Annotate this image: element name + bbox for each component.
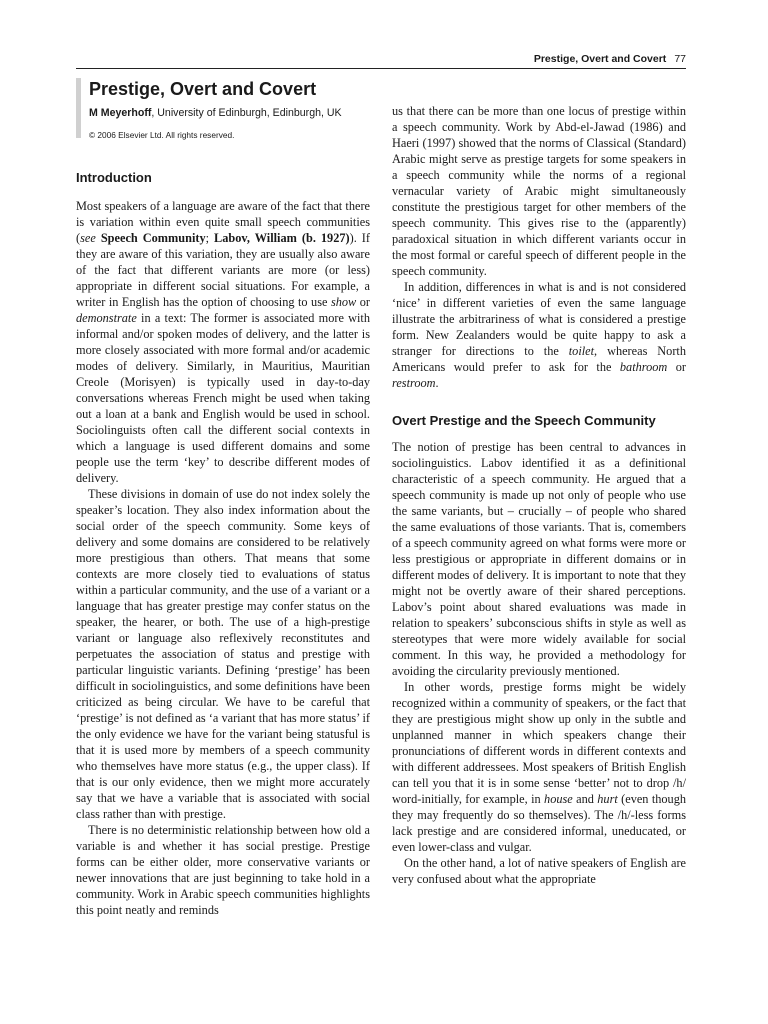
text-run: ). If they are aware of this variation, they are usually also aware of the fact that different variants are more (or less) appropriate in different social situations. For example, a writer in English has the option of choosing to use	[76, 231, 370, 309]
page-number: 77	[674, 53, 686, 65]
text-run: restroom	[392, 376, 436, 390]
running-title: Prestige, Overt and Covert	[533, 53, 667, 65]
text-run: house	[544, 792, 573, 806]
paragraph-6	[392, 679, 686, 855]
copyright-notice: © 2006 Elsevier Ltd. All rights reserved.	[89, 130, 235, 140]
paragraph-4	[392, 279, 686, 391]
text-run: In other words, prestige forms might be widely recognized within a community of speakers, or the fact that they are prestigious might show up only in the subtle and unplanned manner in which speakers change their pronunciations of different words in different contexts and with different addressees. Most speakers of British English can tell you that it is in some sense ‘better’ not to drop /h/ word-initially, for example, in	[392, 680, 686, 806]
author-name: M Meyerhoff	[89, 107, 152, 119]
paragraph-1	[76, 198, 370, 486]
title-block	[76, 78, 376, 138]
author-affiliation: , University of Edinburgh, Edinburgh, UK	[151, 107, 342, 119]
running-head	[390, 53, 686, 65]
section-heading-overt-prestige: Overt Prestige and the Speech Community	[392, 413, 656, 428]
text-run: In addition, differences in what is and is not considered ‘nice’ in different varieties of even the same language illustrate the arbitrariness of what is considered a prestige form. New Zealanders would be quite happy to ask a stranger for directions to the	[392, 280, 686, 358]
text-run: hurt	[597, 792, 618, 806]
text-run: bathroom	[619, 360, 668, 374]
paragraph-3-continued: us that there can be more than one locus of prestige within a speech community. Work by Abd-el-Jawad (1986) and Haeri (1997) showed that the norms of Classical (Standard) Arabic might serve as prestige targets for some speakers in a speech community while the norms of a regional vernacular variety of Arabic might simultaneously constitute the prestigious target for other members of the speech community. This gives rise to the (apparently) paradoxical situation in which different variants occur in the most formal or careful speech of different people in the speech community.	[392, 104, 686, 278]
text-run: or	[667, 360, 686, 374]
text-run: Most speakers of a language are aware of the fact that there is variation within even quite small speech communities (	[76, 199, 370, 245]
text-run: , whereas North Americans would prefer to ask for the	[392, 344, 686, 374]
text-run: or	[356, 295, 370, 309]
text-run: .	[435, 376, 439, 390]
section-heading-introduction: Introduction	[76, 170, 152, 185]
paragraph-3: There is no deterministic relationship between how old a variable is and whether it has social prestige. Prestige forms can be either older, more conservative variants or newer innovations that are just beginning to take hold in a community. Work in Arabic speech communities highlights this point neatly and reminds	[76, 823, 370, 917]
article-title: Prestige, Overt and Covert	[89, 79, 317, 99]
right-column	[392, 103, 686, 887]
text-run: (even though they may frequently do so themselves). The /h/-less forms lack prestige and are considered informal, uneducated, or even lower-class and vulgar.	[392, 792, 686, 854]
text-run: show	[330, 295, 357, 309]
paragraph-7: On the other hand, a lot of native speakers of English are very confused about what the appropriate	[392, 856, 686, 886]
paragraph-5: The notion of prestige has been central to advances in sociolinguistics. Labov identified it as a definitional characteristic of a speech community. He argued that a speech community is made up not only of people who use the same variants, but – crucially – of people who shared the same evaluations of those variants. That is, comembers of a speech community agreed on what forms were more or less prestigious or appropriate in different domains or in different modes of delivery. It is important to note that they might not be overtly aware of their shared perceptions. Labov’s point about shared evaluations was made in relation to speakers’ subconscious shifts in style as well as stereotypes that were more widely available for social comment. In this way, he provided a methodology for avoiding the circularity previously mentioned.	[392, 440, 686, 678]
text-run: demonstrate	[76, 311, 137, 325]
text-run: toilet	[568, 344, 595, 358]
cross-reference-link[interactable]: Speech Community	[100, 231, 206, 245]
header-rule	[76, 68, 686, 69]
paragraph-2: These divisions in domain of use do not index solely the speaker’s location. They also index information about the social order of the speech community. Some keys of delivery and some domains are considered to be relatively more prestigious than others. That means that some contexts are more closely tied to evaluations of status within a particular community, and the use of a variant or a language that has greater prestige may confer status on the speaker, the hearer, or both. The use of a high-prestige variant or language also reflexively reconstitutes and perpetuates the association of status and prestige with particular linguistic variants. Defining ‘prestige’ has been difficult in sociolinguistics, and some definitions have been criticized as being circular. We have to be careful that ‘prestige’ is not defined as ‘a variant that has more status’ if the only evidence we have for the variant being statusful is that it is used more by members of a speech community who themselves have more status (e.g., the upper class). If that is our only evidence, then we might more accurately say that we have a variable that is associated with social class rather than with prestige.	[76, 487, 370, 821]
author-line	[89, 106, 376, 120]
text-run: see	[80, 231, 96, 245]
left-column	[76, 165, 370, 918]
text-run: ;	[205, 231, 215, 245]
text-run: in a text: The former is associated more with informal and/or spoken modes of delivery, and the latter is more closely associated with more formal and/or academic modes of delivery. Similarly, in Mauritius, Mauritian Creole (Morisyen) is typically used in day-to-day conversations whereas French might be used when taking out a loan at a bank and English would be used in school. Sociolinguists often call the different social contexts in which a language is used different domains and some people use the term ‘key’ to describe different modes of delivery.	[76, 311, 370, 485]
text-run: and	[572, 792, 598, 806]
cross-reference-link[interactable]: Labov, William (b. 1927)	[214, 231, 350, 245]
